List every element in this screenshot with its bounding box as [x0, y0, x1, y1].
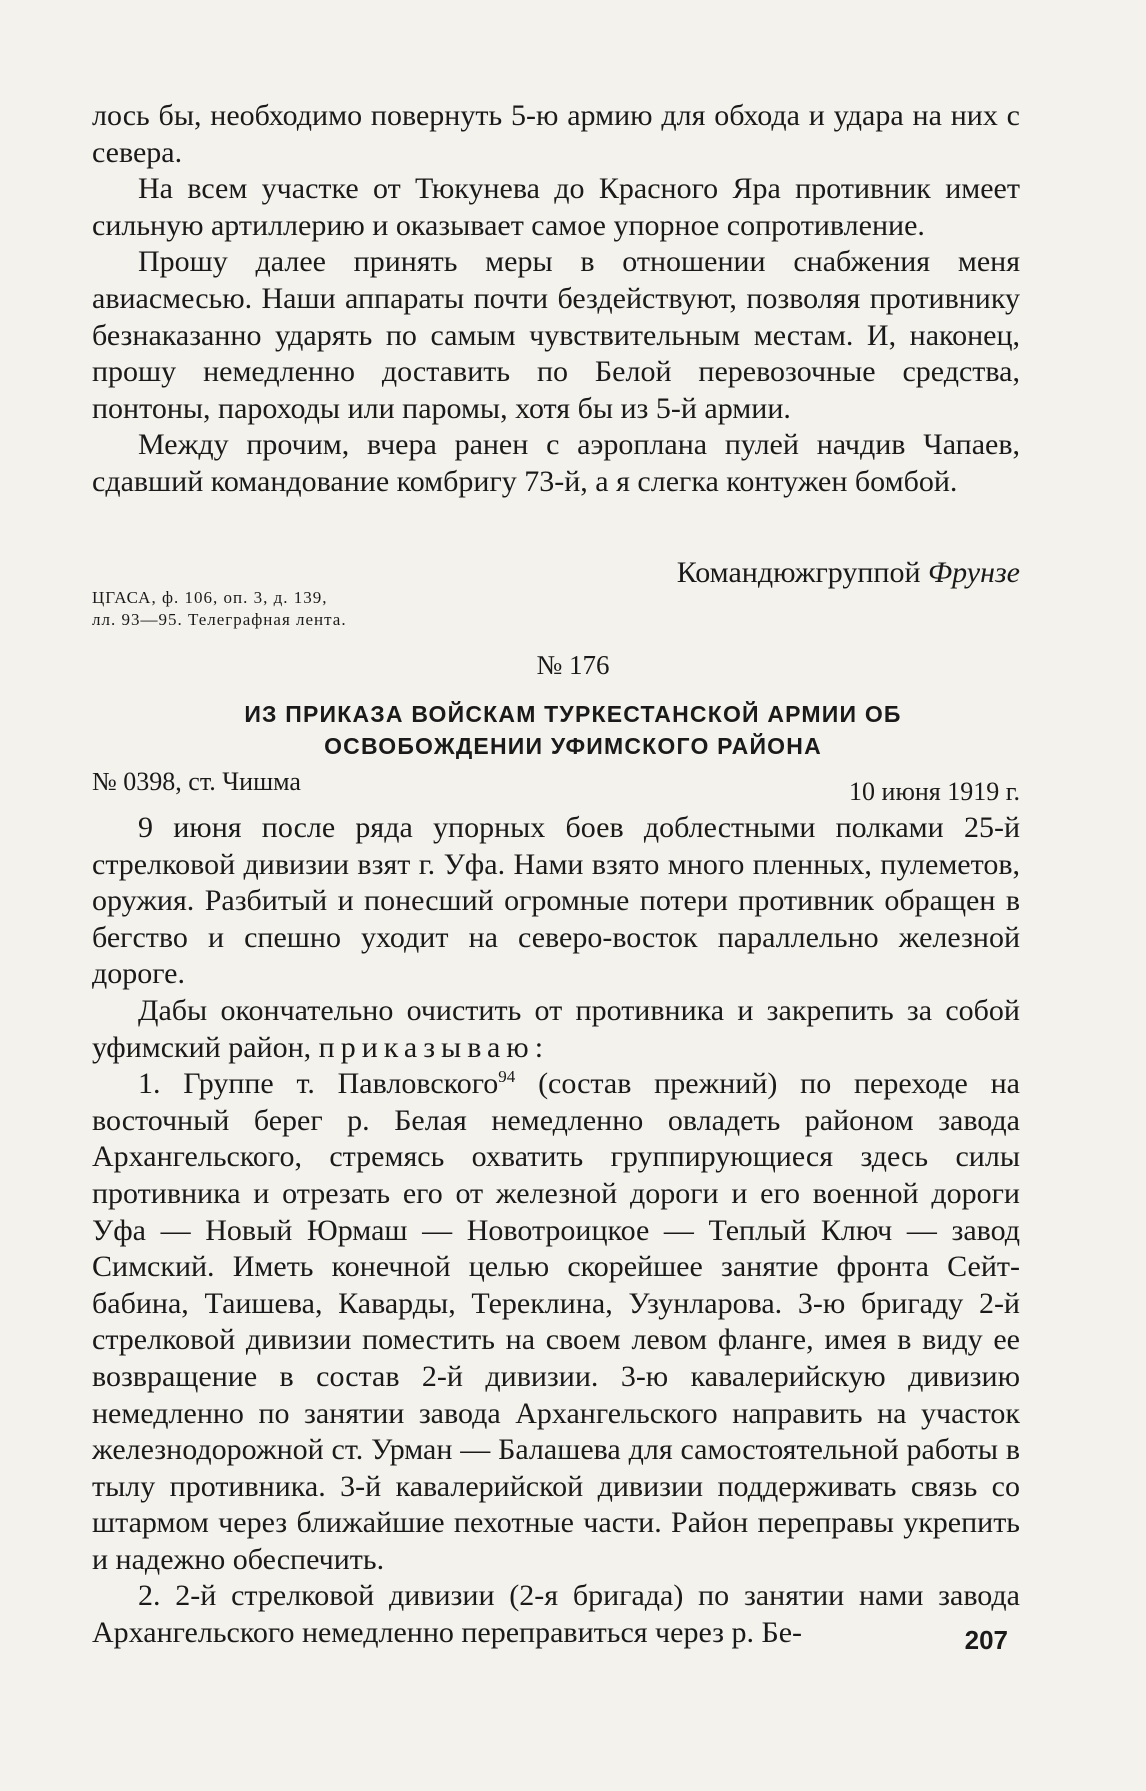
title-line: ОСВОБОЖДЕНИИ УФИМСКОГО РАЙОНА: [324, 733, 822, 759]
paragraph: 2. 2-й стрелковой дивизии (2-я бригада) по занятии нами завода Архангельского немедленно переправиться через р. Бе-: [92, 1579, 1020, 1650]
order-number: № 0398, ст. Чишма: [92, 767, 301, 796]
document-number: № 176: [536, 650, 610, 680]
signature-position: Командюжгруппой: [676, 556, 921, 589]
order-date: 10 июня 1919 г.: [849, 777, 1020, 806]
archive-line: ЦГАСА, ф. 106, оп. 3, д. 139,: [92, 588, 328, 607]
paragraph: [92, 993, 1020, 1066]
top-text-block: [92, 98, 1020, 501]
order-header: [92, 767, 1020, 807]
paragraph-text: (состав прежний) по переходе на восточный берег р. Белая немедленно овладеть районом завода Архангельского, стремясь охватить группирующиеся здесь силы противника и отрезать его от железной дороги и его военной дороги Уфа — Новый Юрмаш — Новотроицкое — Теплый Ключ — завод Симский. Иметь конечной целью скорейшее занятие фронта Сейт-бабина, Таишева, Каварды, Тереклина, Узунларова. 3-ю бригаду 2-й стрелковой дивизии поместить на своем левом фланге, имея в виду ее возвращение в состав 2-й дивизии. 3-ю кавалерийскую дивизию немедленно по занятии завода Архангельского направить на участок железнодорожной ст. Урман — Балашева для самостоятельной работы в тылу противника. 3-й кавалерийской дивизии поддерживать связь со штармом через ближайшие пехотные части. Район переправы укрепить и надежно обеспечить.: [92, 1067, 1020, 1576]
paragraph: На всем участке от Тюкунева до Красного Яра противник имеет сильную артиллерию и оказывает самое упорное сопротивление.: [92, 172, 1020, 242]
paragraph: Прошу далее принять меры в отношении снабжения меня авиасмесью. Наши аппараты почти бездействуют, позволяя противнику безнаказанно ударять по самым чувствительным местам. И, наконец, прошу немедленно доставить по Белой перевозочные средства, понтоны, пароходы или паромы, хотя бы из 5-й армии.: [92, 245, 1020, 425]
archive-line: лл. 93—95. Телеграфная лента.: [92, 610, 347, 629]
document-title: [150, 698, 996, 762]
footnote-marker: 94: [498, 1067, 516, 1087]
signature: [677, 555, 1020, 591]
paragraph-text: Дабы окончательно очистить от противника и закрепить за собой уфимский район,: [92, 993, 1020, 1064]
page-number: 207: [964, 1625, 1008, 1655]
signature-name: Фрунзе: [928, 556, 1020, 589]
paragraph: [92, 1066, 1020, 1578]
order-text-block: [92, 810, 1020, 1652]
paragraph: Между прочим, вчера ранен с аэроплана пулей начдив Чапаев, сдавший командование комбригу 73-й, а я слегка контужен бомбой.: [92, 428, 1020, 498]
archive-reference: [92, 587, 347, 631]
title-line: ИЗ ПРИКАЗА ВОЙСКАМ ТУРКЕСТАНСКОЙ АРМИИ ОБ: [244, 701, 902, 727]
paragraph: 9 июня после ряда упорных боев доблестными полками 25-й стрелковой дивизии взят г. Уфа. Нами взято много пленных, пулеметов, оружия. Разбитый и понесший огромные потери противник обращен в бегство и спешно уходит на северо-восток параллельно железной дороге.: [92, 811, 1020, 991]
paragraph: лось бы, необходимо повернуть 5-ю армию для обхода и удара на них с севера.: [92, 99, 1020, 169]
order-word: приказываю:: [318, 1030, 550, 1064]
paragraph-text: 1. Группе т. Павловского: [138, 1067, 499, 1101]
